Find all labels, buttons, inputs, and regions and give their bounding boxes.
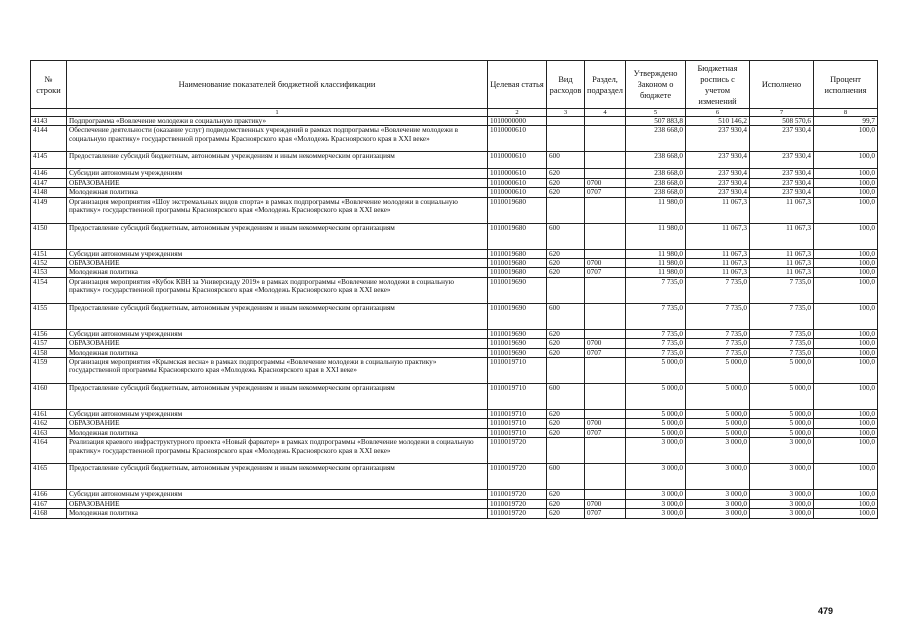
row-name: Предоставление субсидий бюджетным, автономным учреждениям и иным некоммерческим организациям (67, 152, 488, 169)
budget-plan-amount: 237 930,4 (686, 178, 750, 187)
expense-type-code: 620 (547, 178, 585, 187)
approved-amount: 7 735,0 (626, 339, 686, 348)
approved-amount: 3 000,0 (626, 499, 686, 508)
target-item-code: 1010000610 (488, 152, 547, 169)
row-number: 4158 (31, 348, 67, 357)
row-name: Молодежная политика (67, 348, 488, 357)
execution-percent: 100,0 (814, 188, 878, 197)
executed-amount: 237 930,4 (750, 126, 814, 152)
budget-plan-amount: 7 735,0 (686, 277, 750, 303)
executed-amount: 11 067,3 (750, 249, 814, 258)
expense-type-code: 620 (547, 410, 585, 419)
budget-plan-amount: 11 067,3 (686, 268, 750, 277)
budget-plan-amount: 11 067,3 (686, 259, 750, 268)
table-row (31, 303, 878, 329)
approved-amount: 11 980,0 (626, 223, 686, 249)
target-item-code: 1010019690 (488, 303, 547, 329)
budget-table (30, 60, 878, 519)
executed-amount: 5 000,0 (750, 384, 814, 410)
table-row (31, 419, 878, 428)
target-item-code: 1010019710 (488, 428, 547, 437)
column-number: 7 (750, 109, 814, 117)
expense-type-code (547, 277, 585, 303)
expense-type-code (547, 197, 585, 223)
target-item-code: 1010000000 (488, 117, 547, 126)
approved-amount: 11 980,0 (626, 259, 686, 268)
table-row (31, 188, 878, 197)
row-name: Реализация краевого инфраструктурного проекта «Новый фарватер» в рамках подпрограммы «Вовлечение молодежи в социальную практику» государственной программы Красноярского края «Молодежь Красноярского края в XXI веке» (67, 438, 488, 464)
target-item-code: 1010000610 (488, 178, 547, 187)
row-name: Молодежная политика (67, 268, 488, 277)
execution-percent: 100,0 (814, 438, 878, 464)
budget-plan-amount: 237 930,4 (686, 188, 750, 197)
target-item-code: 1010019710 (488, 419, 547, 428)
expense-type-code: 620 (547, 490, 585, 499)
header-percent: Процент исполнения (814, 61, 878, 109)
row-number: 4148 (31, 188, 67, 197)
row-number: 4155 (31, 303, 67, 329)
row-name: ОБРАЗОВАНИЕ (67, 339, 488, 348)
target-item-code: 1010019680 (488, 249, 547, 258)
target-item-code: 1010019690 (488, 329, 547, 338)
expense-type-code: 620 (547, 348, 585, 357)
row-number: 4152 (31, 259, 67, 268)
row-number: 4162 (31, 419, 67, 428)
header-executed: Исполнено (750, 61, 814, 109)
target-item-code: 1010000610 (488, 188, 547, 197)
approved-amount: 238 668,0 (626, 188, 686, 197)
section-code (585, 410, 626, 419)
header-name: Наименование показателей бюджетной классификации (67, 61, 488, 109)
table-row (31, 509, 878, 518)
section-code: 0700 (585, 499, 626, 508)
row-number: 4156 (31, 329, 67, 338)
table-row (31, 329, 878, 338)
approved-amount: 3 000,0 (626, 490, 686, 499)
execution-percent: 100,0 (814, 464, 878, 490)
approved-amount: 238 668,0 (626, 178, 686, 187)
target-item-code: 1010019720 (488, 464, 547, 490)
row-name: Молодежная политика (67, 509, 488, 518)
row-number: 4168 (31, 509, 67, 518)
table-row (31, 197, 878, 223)
row-number: 4160 (31, 384, 67, 410)
header-target-item: Целевая статья (488, 61, 547, 109)
row-number: 4144 (31, 126, 67, 152)
expense-type-code: 620 (547, 169, 585, 178)
budget-plan-amount: 510 146,2 (686, 117, 750, 126)
target-item-code: 1010019680 (488, 197, 547, 223)
header-expense-type: Вид расходов (547, 61, 585, 109)
executed-amount: 7 735,0 (750, 329, 814, 338)
budget-plan-amount: 7 735,0 (686, 303, 750, 329)
expense-type-code: 600 (547, 303, 585, 329)
target-item-code: 1010000610 (488, 169, 547, 178)
header-section: Раздел, подраздел (585, 61, 626, 109)
section-code: 0700 (585, 419, 626, 428)
approved-amount: 238 668,0 (626, 169, 686, 178)
expense-type-code: 620 (547, 499, 585, 508)
budget-plan-amount: 7 735,0 (686, 339, 750, 348)
section-code (585, 490, 626, 499)
execution-percent: 100,0 (814, 152, 878, 169)
budget-plan-amount: 3 000,0 (686, 464, 750, 490)
execution-percent: 100,0 (814, 303, 878, 329)
executed-amount: 7 735,0 (750, 339, 814, 348)
section-code (585, 358, 626, 384)
budget-plan-amount: 5 000,0 (686, 358, 750, 384)
execution-percent: 100,0 (814, 178, 878, 187)
execution-percent: 100,0 (814, 259, 878, 268)
table-row (31, 178, 878, 187)
row-name: ОБРАЗОВАНИЕ (67, 259, 488, 268)
table-row (31, 428, 878, 437)
row-name: Организация мероприятия «Кубок КВН за Универсиаду 2019» в рамках подпрограммы «Вовлечение молодежи в социальную практику» государственной программы Красноярского края «Молодежь Красноярского края в XXI веке» (67, 277, 488, 303)
row-number: 4154 (31, 277, 67, 303)
row-name: Субсидии автономным учреждениям (67, 490, 488, 499)
executed-amount: 7 735,0 (750, 277, 814, 303)
execution-percent: 100,0 (814, 499, 878, 508)
executed-amount: 11 067,3 (750, 197, 814, 223)
row-number: 4161 (31, 410, 67, 419)
section-code: 0707 (585, 268, 626, 277)
column-number: 1 (67, 109, 488, 117)
table-row (31, 152, 878, 169)
executed-amount: 11 067,3 (750, 223, 814, 249)
expense-type-code: 620 (547, 188, 585, 197)
execution-percent: 100,0 (814, 329, 878, 338)
section-code (585, 438, 626, 464)
target-item-code: 1010019720 (488, 438, 547, 464)
page-number: 479 (818, 606, 834, 616)
row-name: Субсидии автономным учреждениям (67, 410, 488, 419)
target-item-code: 1010019710 (488, 410, 547, 419)
row-name: ОБРАЗОВАНИЕ (67, 499, 488, 508)
table-row (31, 223, 878, 249)
expense-type-code: 620 (547, 509, 585, 518)
target-item-code: 1010019680 (488, 223, 547, 249)
row-number: 4149 (31, 197, 67, 223)
approved-amount: 3 000,0 (626, 509, 686, 518)
target-item-code: 1010019680 (488, 268, 547, 277)
column-number: 4 (585, 109, 626, 117)
table-row (31, 410, 878, 419)
execution-percent: 100,0 (814, 509, 878, 518)
column-number: 3 (547, 109, 585, 117)
executed-amount: 237 930,4 (750, 178, 814, 187)
execution-percent: 100,0 (814, 348, 878, 357)
expense-type-code (547, 438, 585, 464)
budget-plan-amount: 237 930,4 (686, 126, 750, 152)
column-number: 6 (686, 109, 750, 117)
target-item-code: 1010019690 (488, 348, 547, 357)
approved-amount: 5 000,0 (626, 358, 686, 384)
section-code: 0707 (585, 188, 626, 197)
budget-plan-amount: 5 000,0 (686, 419, 750, 428)
row-name: Предоставление субсидий бюджетным, автономным учреждениям и иным некоммерческим организациям (67, 464, 488, 490)
executed-amount: 237 930,4 (750, 188, 814, 197)
table-row (31, 464, 878, 490)
expense-type-code: 620 (547, 419, 585, 428)
row-name: Субсидии автономным учреждениям (67, 329, 488, 338)
expense-type-code: 620 (547, 259, 585, 268)
approved-amount: 5 000,0 (626, 384, 686, 410)
column-number: 5 (626, 109, 686, 117)
approved-amount: 7 735,0 (626, 303, 686, 329)
execution-percent: 100,0 (814, 197, 878, 223)
table-row (31, 339, 878, 348)
section-code (585, 384, 626, 410)
column-number: 2 (488, 109, 547, 117)
executed-amount: 3 000,0 (750, 464, 814, 490)
execution-percent: 100,0 (814, 490, 878, 499)
executed-amount: 3 000,0 (750, 438, 814, 464)
row-name: Подпрограмма «Вовлечение молодежи в социальную практику» (67, 117, 488, 126)
row-number: 4143 (31, 117, 67, 126)
table-row (31, 384, 878, 410)
budget-plan-amount: 5 000,0 (686, 428, 750, 437)
expense-type-code (547, 126, 585, 152)
target-item-code: 1010019720 (488, 490, 547, 499)
executed-amount: 3 000,0 (750, 490, 814, 499)
section-code (585, 169, 626, 178)
executed-amount: 3 000,0 (750, 509, 814, 518)
section-code: 0707 (585, 348, 626, 357)
executed-amount: 237 930,4 (750, 152, 814, 169)
row-number: 4163 (31, 428, 67, 437)
executed-amount: 237 930,4 (750, 169, 814, 178)
budget-plan-amount: 3 000,0 (686, 499, 750, 508)
row-number: 4150 (31, 223, 67, 249)
budget-plan-amount: 11 067,3 (686, 197, 750, 223)
executed-amount: 3 000,0 (750, 499, 814, 508)
row-name: Субсидии автономным учреждениям (67, 169, 488, 178)
execution-percent: 100,0 (814, 428, 878, 437)
execution-percent: 100,0 (814, 249, 878, 258)
section-code (585, 197, 626, 223)
budget-plan-amount: 11 067,3 (686, 249, 750, 258)
section-code: 0700 (585, 339, 626, 348)
row-name: Молодежная политика (67, 188, 488, 197)
execution-percent: 100,0 (814, 419, 878, 428)
section-code: 0707 (585, 509, 626, 518)
executed-amount: 5 000,0 (750, 428, 814, 437)
budget-plan-amount: 3 000,0 (686, 438, 750, 464)
row-name: Организация мероприятия «Крымская весна» в рамках подпрограммы «Вовлечение молодежи в социальную практику» государственной программы Красноярского края «Молодежь Красноярского края в XXI веке» (67, 358, 488, 384)
row-number: 4147 (31, 178, 67, 187)
target-item-code: 1010019720 (488, 509, 547, 518)
row-number: 4151 (31, 249, 67, 258)
expense-type-code: 620 (547, 268, 585, 277)
execution-percent: 99,7 (814, 117, 878, 126)
table-row (31, 259, 878, 268)
approved-amount: 11 980,0 (626, 249, 686, 258)
execution-percent: 100,0 (814, 126, 878, 152)
budget-plan-amount: 3 000,0 (686, 490, 750, 499)
header-approved-by-law: Утверждено Законом о бюджете (626, 61, 686, 109)
execution-percent: 100,0 (814, 358, 878, 384)
table-row (31, 169, 878, 178)
expense-type-code: 620 (547, 249, 585, 258)
section-code (585, 249, 626, 258)
approved-amount: 238 668,0 (626, 126, 686, 152)
target-item-code: 1010019690 (488, 277, 547, 303)
approved-amount: 5 000,0 (626, 419, 686, 428)
row-name: Организация мероприятия «Шоу экстремальных видов спорта» в рамках подпрограммы «Вовлечение молодежи в социальную практику» государственной программы Красноярского края «Молодежь Красноярского края в XXI веке» (67, 197, 488, 223)
budget-plan-amount: 7 735,0 (686, 329, 750, 338)
row-name: Предоставление субсидий бюджетным, автономным учреждениям и иным некоммерческим организациям (67, 384, 488, 410)
executed-amount: 5 000,0 (750, 419, 814, 428)
row-number: 4145 (31, 152, 67, 169)
executed-amount: 5 000,0 (750, 358, 814, 384)
header-row-number: № строки (31, 61, 67, 109)
approved-amount: 3 000,0 (626, 438, 686, 464)
approved-amount: 507 883,8 (626, 117, 686, 126)
section-code (585, 126, 626, 152)
approved-amount: 7 735,0 (626, 277, 686, 303)
row-name: ОБРАЗОВАНИЕ (67, 419, 488, 428)
target-item-code: 1010019690 (488, 339, 547, 348)
table-row (31, 268, 878, 277)
expense-type-code (547, 358, 585, 384)
row-name: Предоставление субсидий бюджетным, автономным учреждениям и иным некоммерческим организациям (67, 223, 488, 249)
execution-percent: 100,0 (814, 268, 878, 277)
execution-percent: 100,0 (814, 384, 878, 410)
table-row (31, 117, 878, 126)
target-item-code: 1010019720 (488, 499, 547, 508)
target-item-code: 1010019710 (488, 384, 547, 410)
header-budget-plan: Бюджетная роспись с учетом изменений (686, 61, 750, 109)
section-code: 0707 (585, 428, 626, 437)
row-name: Предоставление субсидий бюджетным, автономным учреждениям и иным некоммерческим организациям (67, 303, 488, 329)
executed-amount: 7 735,0 (750, 348, 814, 357)
table-row (31, 490, 878, 499)
section-code (585, 223, 626, 249)
column-number-row (31, 109, 878, 117)
row-name: Обеспечение деятельности (оказание услуг) подведомственных учреждений в рамках подпрограммы «Вовлечение молодежи в социальную практику» государственной программы Красноярского края «Молодежь Красноярского края в XXI веке» (67, 126, 488, 152)
section-code (585, 303, 626, 329)
row-number: 4165 (31, 464, 67, 490)
row-number: 4164 (31, 438, 67, 464)
row-name: Субсидии автономным учреждениям (67, 249, 488, 258)
section-code (585, 329, 626, 338)
expense-type-code: 600 (547, 464, 585, 490)
expense-type-code: 620 (547, 428, 585, 437)
header-row (31, 61, 878, 109)
budget-plan-amount: 5 000,0 (686, 384, 750, 410)
table-row (31, 348, 878, 357)
target-item-code: 1010000610 (488, 126, 547, 152)
execution-percent: 100,0 (814, 277, 878, 303)
approved-amount: 3 000,0 (626, 464, 686, 490)
executed-amount: 11 067,3 (750, 259, 814, 268)
approved-amount: 11 980,0 (626, 268, 686, 277)
approved-amount: 5 000,0 (626, 428, 686, 437)
row-name: ОБРАЗОВАНИЕ (67, 178, 488, 187)
approved-amount: 238 668,0 (626, 152, 686, 169)
column-number: 8 (814, 109, 878, 117)
table-row (31, 126, 878, 152)
executed-amount: 5 000,0 (750, 410, 814, 419)
section-code (585, 152, 626, 169)
row-name: Молодежная политика (67, 428, 488, 437)
expense-type-code: 600 (547, 152, 585, 169)
table-row (31, 438, 878, 464)
target-item-code: 1010019680 (488, 259, 547, 268)
executed-amount: 508 570,6 (750, 117, 814, 126)
budget-plan-amount: 237 930,4 (686, 169, 750, 178)
budget-plan-amount: 237 930,4 (686, 152, 750, 169)
expense-type-code (547, 117, 585, 126)
target-item-code: 1010019710 (488, 358, 547, 384)
row-number: 4146 (31, 169, 67, 178)
expense-type-code: 600 (547, 223, 585, 249)
table-row (31, 499, 878, 508)
execution-percent: 100,0 (814, 223, 878, 249)
expense-type-code: 600 (547, 384, 585, 410)
table-row (31, 277, 878, 303)
execution-percent: 100,0 (814, 169, 878, 178)
budget-plan-amount: 7 735,0 (686, 348, 750, 357)
execution-percent: 100,0 (814, 339, 878, 348)
row-number: 4153 (31, 268, 67, 277)
expense-type-code: 620 (547, 329, 585, 338)
row-number: 4167 (31, 499, 67, 508)
budget-plan-amount: 11 067,3 (686, 223, 750, 249)
column-number (31, 109, 67, 117)
section-code: 0700 (585, 259, 626, 268)
execution-percent: 100,0 (814, 410, 878, 419)
section-code: 0700 (585, 178, 626, 187)
approved-amount: 7 735,0 (626, 329, 686, 338)
row-number: 4157 (31, 339, 67, 348)
executed-amount: 11 067,3 (750, 268, 814, 277)
section-code (585, 117, 626, 126)
table-row (31, 358, 878, 384)
approved-amount: 11 980,0 (626, 197, 686, 223)
budget-plan-amount: 5 000,0 (686, 410, 750, 419)
section-code (585, 464, 626, 490)
row-number: 4159 (31, 358, 67, 384)
row-number: 4166 (31, 490, 67, 499)
approved-amount: 5 000,0 (626, 410, 686, 419)
section-code (585, 277, 626, 303)
expense-type-code: 620 (547, 339, 585, 348)
table-row (31, 249, 878, 258)
executed-amount: 7 735,0 (750, 303, 814, 329)
approved-amount: 7 735,0 (626, 348, 686, 357)
budget-plan-amount: 3 000,0 (686, 509, 750, 518)
